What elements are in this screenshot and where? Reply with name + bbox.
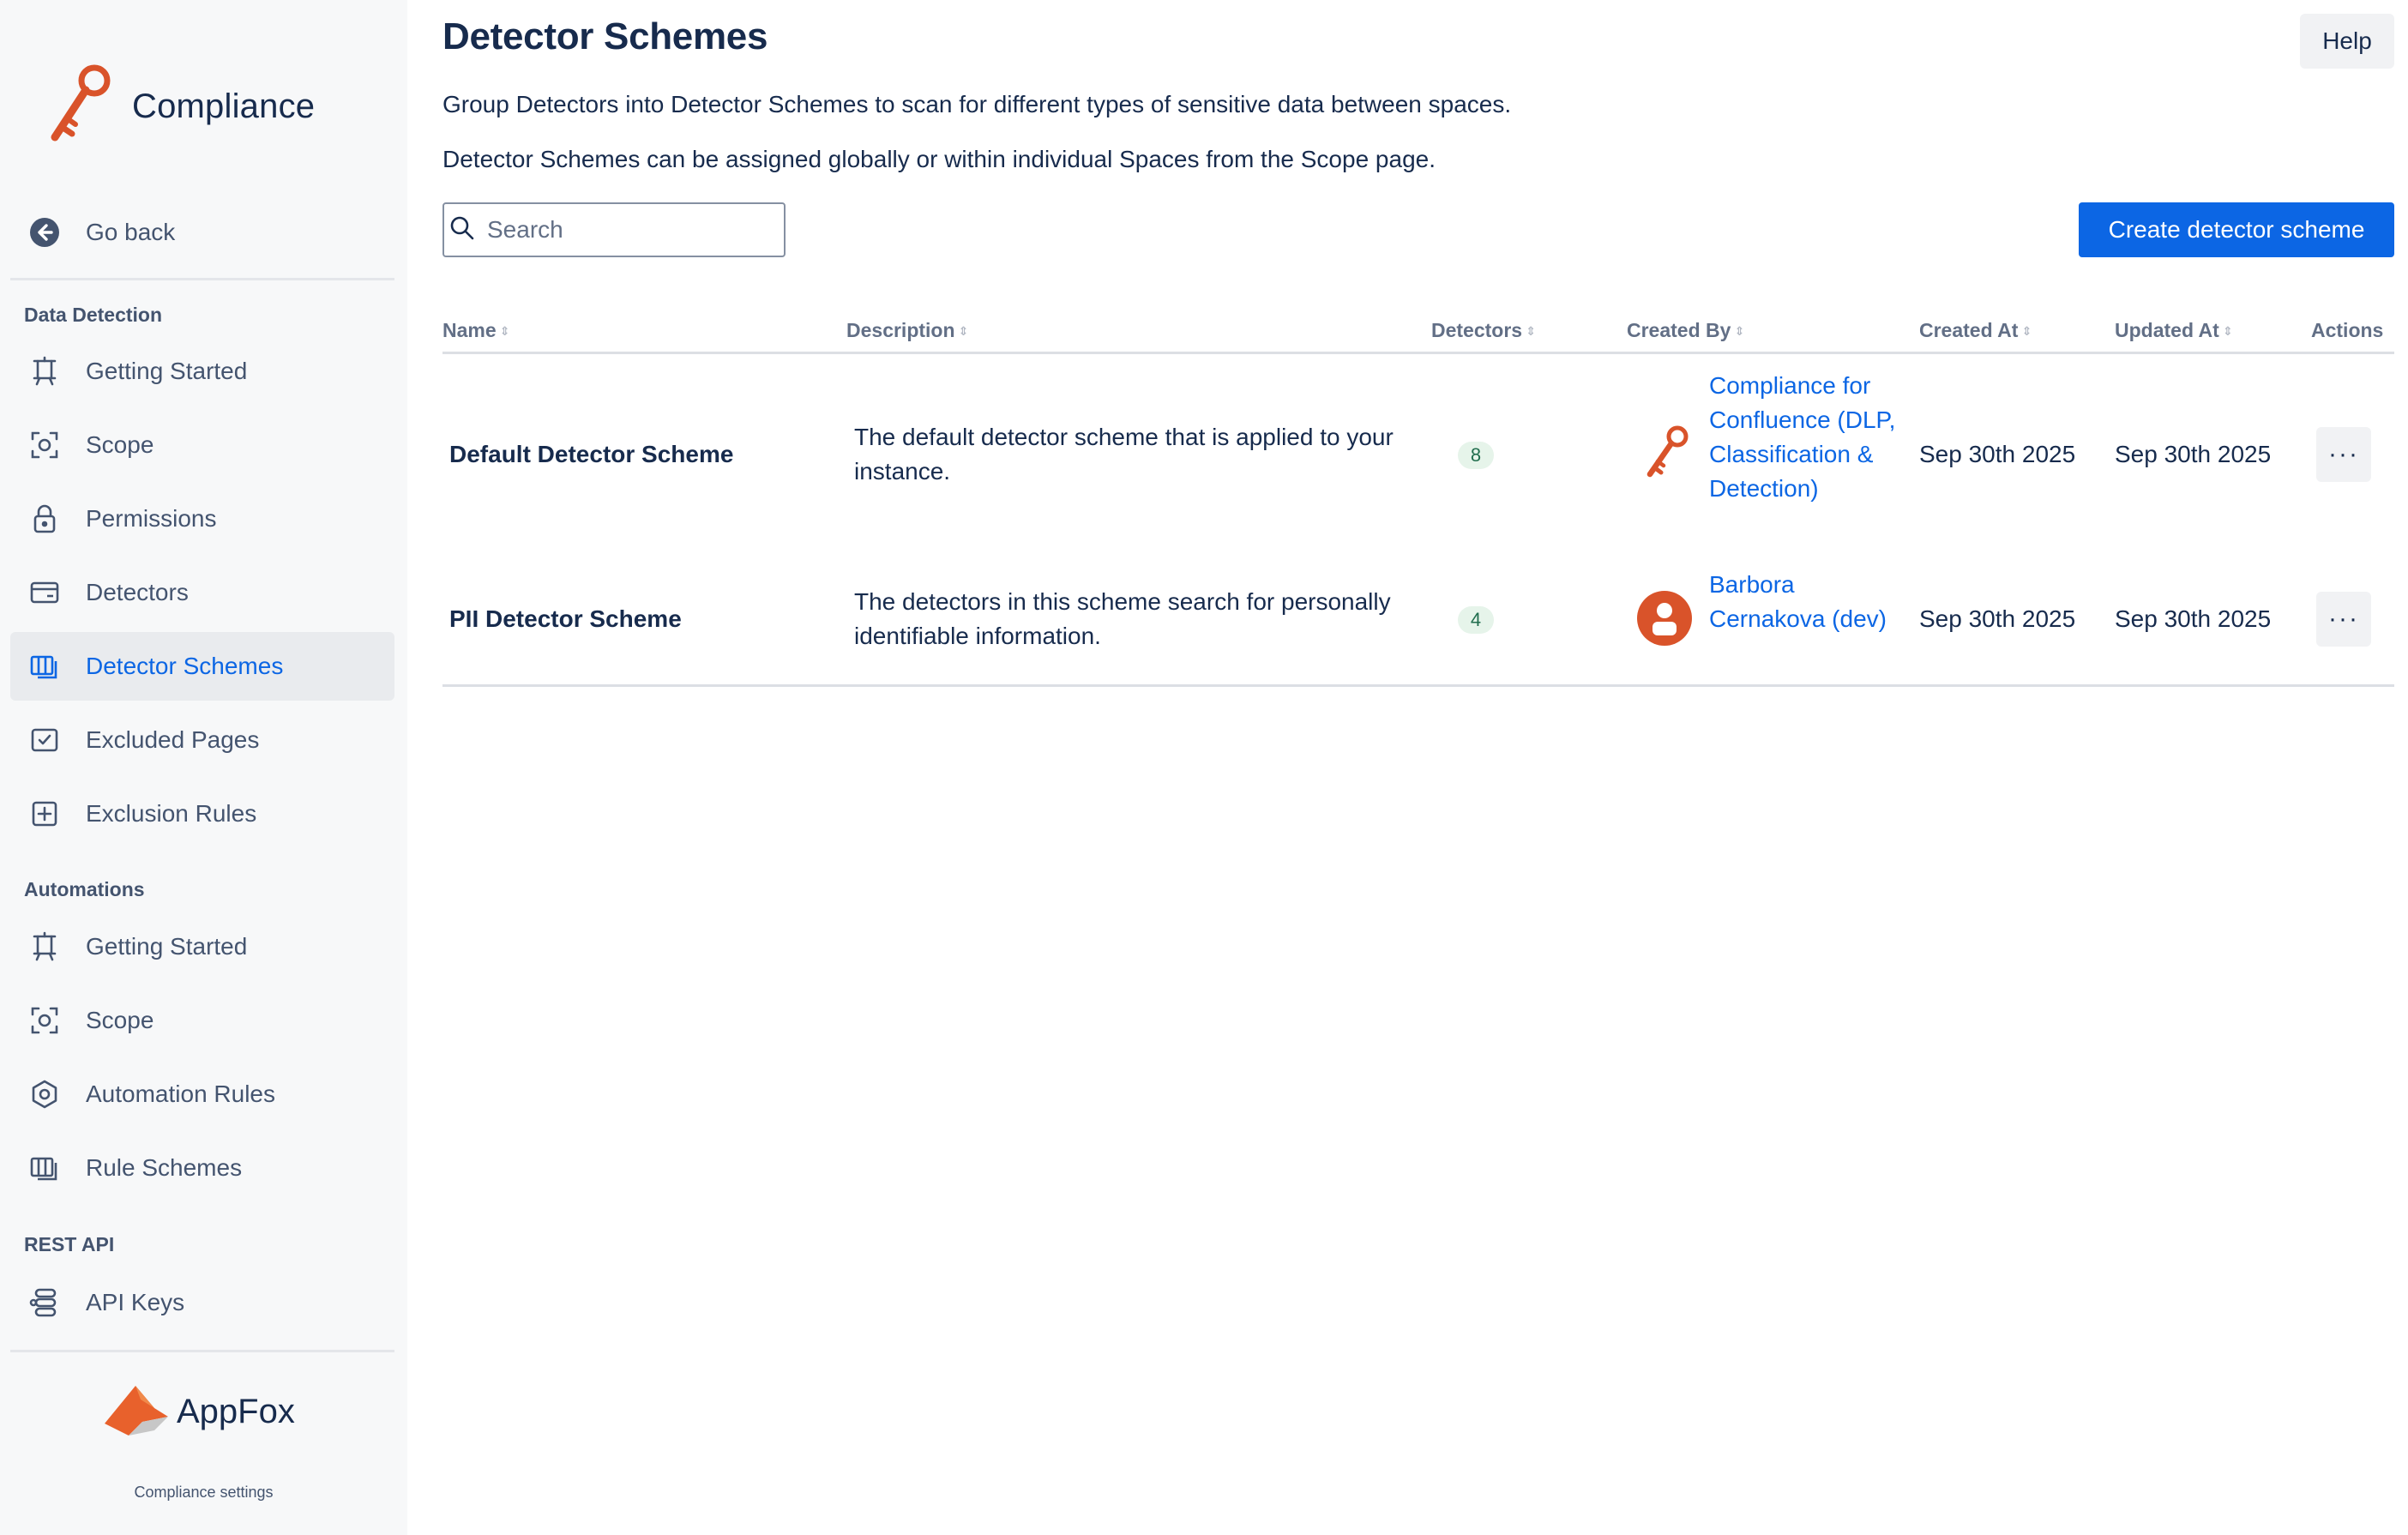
scheme-name[interactable]: Default Detector Scheme: [449, 441, 734, 467]
updated-at: Sep 30th 2025: [2115, 605, 2272, 632]
scheme-name[interactable]: PII Detector Scheme: [449, 605, 682, 632]
sort-icon: ⇕: [2021, 323, 2032, 338]
table-header-rule: [442, 352, 2394, 354]
created-by-link[interactable]: Compliance for Confluence (DLP, Classification & Detection): [1709, 372, 1896, 502]
key-icon: [1638, 424, 1695, 481]
sidebar-divider: [10, 278, 394, 280]
checkbox-icon: [10, 725, 79, 755]
search-icon: [444, 215, 475, 245]
column-header-actions: Actions: [2311, 319, 2384, 341]
created-at: Sep 30th 2025: [1919, 441, 2076, 467]
appfox-brand-text: AppFox: [177, 1393, 295, 1430]
sidebar-item-getting-started[interactable]: Getting Started: [10, 337, 394, 406]
sort-icon: ⇕: [1526, 323, 1536, 338]
app-logo[interactable]: [43, 63, 315, 149]
scope-icon: [10, 430, 79, 460]
created-by-link[interactable]: Barbora Cernakova (dev): [1709, 571, 1887, 632]
search-box[interactable]: [442, 202, 786, 257]
sidebar-item-excluded-pages[interactable]: Excluded Pages: [10, 706, 394, 774]
section-label-automations: Automations: [24, 878, 145, 900]
sidebar-item-rule-schemes[interactable]: Rule Schemes: [10, 1134, 394, 1202]
create-detector-scheme-button[interactable]: Create detector scheme: [2079, 202, 2394, 257]
scheme-description: The detectors in this scheme search for personally identifiable information.: [854, 588, 1391, 649]
card-icon: [10, 577, 79, 608]
sidebar-divider: [10, 1350, 394, 1352]
column-header-detectors[interactable]: Detectors ⇕: [1431, 319, 1536, 341]
scope-icon: [10, 1005, 79, 1036]
arrow-left-circle-icon: [10, 217, 79, 248]
column-header-updated-at[interactable]: Updated At ⇕: [2115, 319, 2233, 341]
app-name: Compliance: [132, 87, 316, 125]
sidebar-item-detectors[interactable]: Detectors: [10, 558, 394, 627]
help-button[interactable]: Help: [2300, 14, 2394, 69]
sidebar-item-permissions[interactable]: Permissions: [10, 485, 394, 553]
user-avatar-icon: [1636, 590, 1693, 647]
scheme-description: The default detector scheme that is applied to your instance.: [854, 424, 1394, 485]
sidebar-item-automations-getting-started[interactable]: Getting Started: [10, 912, 394, 981]
sidebar-item-automations-scope[interactable]: Scope: [10, 986, 394, 1055]
page-description-1: Group Detectors into Detector Schemes to scan for different types of sensitive data between spaces.: [442, 91, 1512, 117]
key-logo-icon: [43, 62, 120, 152]
section-label-data-detection: Data Detection: [24, 304, 163, 326]
plus-square-icon: [10, 798, 79, 829]
easel-icon: [10, 931, 79, 962]
sidebar-item-detector-schemes[interactable]: Detector Schemes: [10, 632, 394, 701]
sort-icon: ⇕: [2222, 323, 2233, 338]
column-header-name[interactable]: Name ⇕: [442, 319, 510, 341]
section-label-rest-api: REST API: [24, 1233, 115, 1255]
sort-icon: ⇕: [958, 323, 969, 338]
hexagon-icon: [10, 1079, 79, 1110]
column-header-created-by[interactable]: Created By ⇕: [1627, 319, 1745, 341]
schemes-icon: [10, 651, 79, 682]
search-input[interactable]: [487, 216, 770, 244]
page-title: Detector Schemes: [442, 15, 768, 57]
sidebar-item-exclusion-rules[interactable]: Exclusion Rules: [10, 780, 394, 848]
sidebar-item-scope[interactable]: Scope: [10, 411, 394, 479]
detector-count-badge: 4: [1458, 606, 1494, 634]
lock-icon: [10, 503, 79, 534]
appfox-logo[interactable]: [103, 1382, 295, 1442]
sidebar-item-automation-rules[interactable]: Automation Rules: [10, 1060, 394, 1129]
updated-at: Sep 30th 2025: [2115, 441, 2272, 467]
table-bottom-rule: [442, 684, 2394, 687]
page-description-2: Detector Schemes can be assigned globally or within individual Spaces from the Scope page.: [442, 146, 1436, 172]
sort-icon: ⇕: [1734, 323, 1745, 338]
sidebar-item-api-keys[interactable]: API Keys: [10, 1268, 394, 1337]
api-icon: [10, 1287, 79, 1318]
column-header-description[interactable]: Description ⇕: [846, 319, 969, 341]
column-header-created-at[interactable]: Created At ⇕: [1919, 319, 2032, 341]
compliance-settings-link[interactable]: Compliance settings: [134, 1484, 274, 1501]
more-actions-button[interactable]: ···: [2316, 427, 2371, 482]
sidebar: [0, 0, 407, 1535]
detector-count-badge: 8: [1458, 442, 1494, 469]
sort-icon: ⇕: [499, 323, 510, 338]
schemes-icon: [10, 1153, 79, 1183]
fox-logo-icon: [103, 1382, 170, 1442]
go-back-button[interactable]: Go back: [10, 198, 394, 267]
more-actions-button[interactable]: ···: [2316, 592, 2371, 647]
easel-icon: [10, 356, 79, 387]
created-at: Sep 30th 2025: [1919, 605, 2076, 632]
